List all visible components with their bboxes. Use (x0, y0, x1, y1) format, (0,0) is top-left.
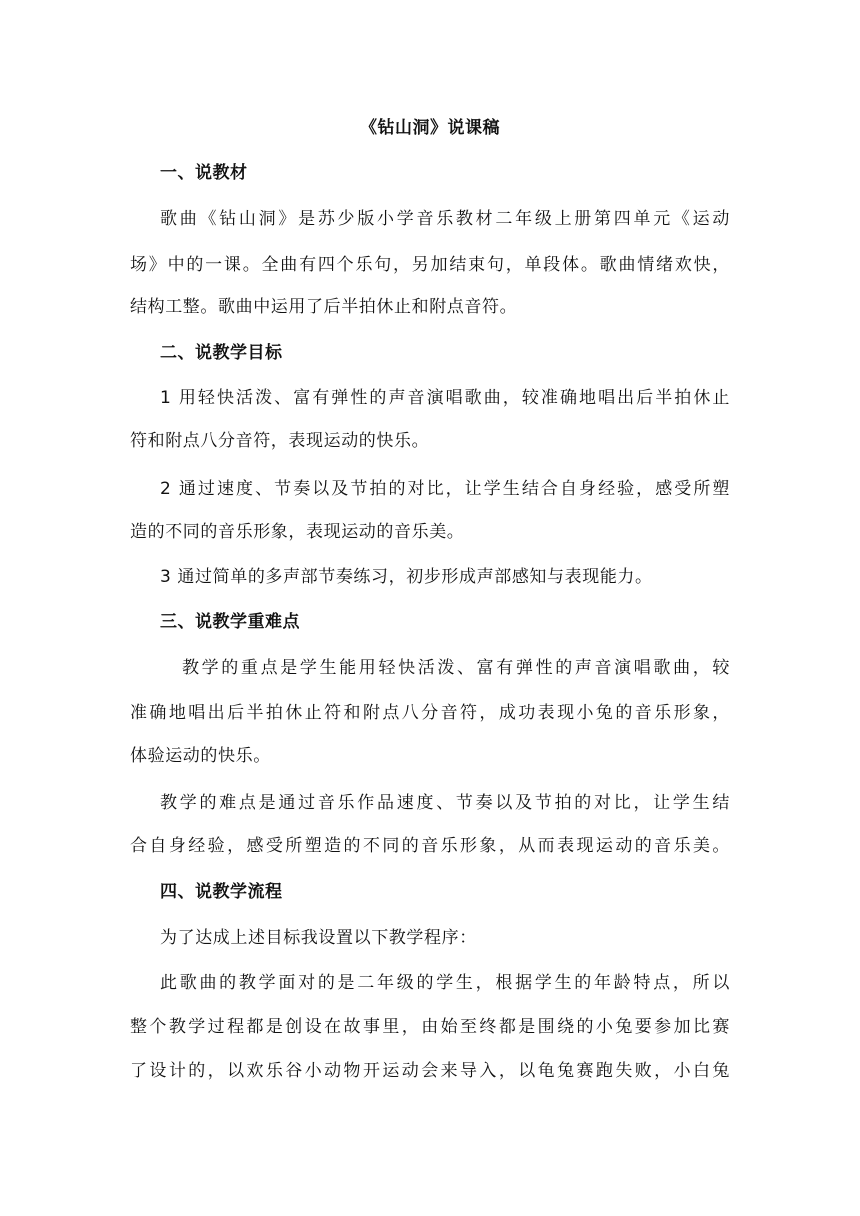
paragraph-line: 了设计的，以欢乐谷小动物开运动会来导入，以龟兔赛跑失败，小白兔 (130, 1061, 730, 1081)
section-heading-objectives: 二、说教学目标 (160, 343, 283, 363)
paragraph-line: 为了达成上述目标我设置以下教学程序： (160, 928, 477, 948)
paragraph-line: 造的不同的音乐形象，表现运动的音乐美。 (130, 522, 465, 542)
paragraph-line: 教学的重点是学生能用轻快活泼、富有弹性的声音演唱歌曲，较 (182, 658, 730, 678)
paragraph-line: 歌曲《钻山洞》是苏少版小学音乐教材二年级上册第四单元《运动 (160, 209, 730, 229)
paragraph-line: 教学的难点是通过音乐作品速度、节奏以及节拍的对比，让学生结 (160, 793, 730, 813)
paragraph-line: 整个教学过程都是创设在故事里，由始至终都是围绕的小兔要参加比赛 (130, 1017, 730, 1037)
paragraph-line: 体验运动的快乐。 (130, 746, 271, 766)
section-heading-process: 四、说教学流程 (160, 882, 283, 902)
paragraph-line: 结构工整。歌曲中运用了后半拍休止和附点音符。 (130, 297, 518, 317)
document-title: 《钻山洞》说课稿 (360, 118, 500, 138)
paragraph-line: 1 用轻快活泼、富有弹性的声音演唱歌曲，较准确地唱出后半拍休止 (160, 388, 730, 408)
paragraph-line: 合自身经验，感受所塑造的不同的音乐形象，从而表现运动的音乐美。 (130, 836, 730, 856)
paragraph-line: 2 通过速度、节奏以及节拍的对比，让学生结合自身经验，感受所塑 (160, 479, 730, 499)
section-heading-key-points: 三、说教学重难点 (160, 612, 300, 632)
paragraph-line: 场》中的一课。全曲有四个乐句，另加结束句，单段体。歌曲情绪欢快， (130, 255, 730, 275)
section-heading-textbook: 一、说教材 (160, 163, 248, 183)
paragraph-line: 符和附点八分音符，表现运动的快乐。 (130, 431, 430, 451)
paragraph-line: 3 通过简单的多声部节奏练习，初步形成声部感知与表现能力。 (160, 567, 653, 587)
paragraph-line: 准确地唱出后半拍休止符和附点八分音符，成功表现小兔的音乐形象， (130, 703, 730, 723)
paragraph-line: 此歌曲的教学面对的是二年级的学生，根据学生的年龄特点，所以 (160, 973, 730, 993)
